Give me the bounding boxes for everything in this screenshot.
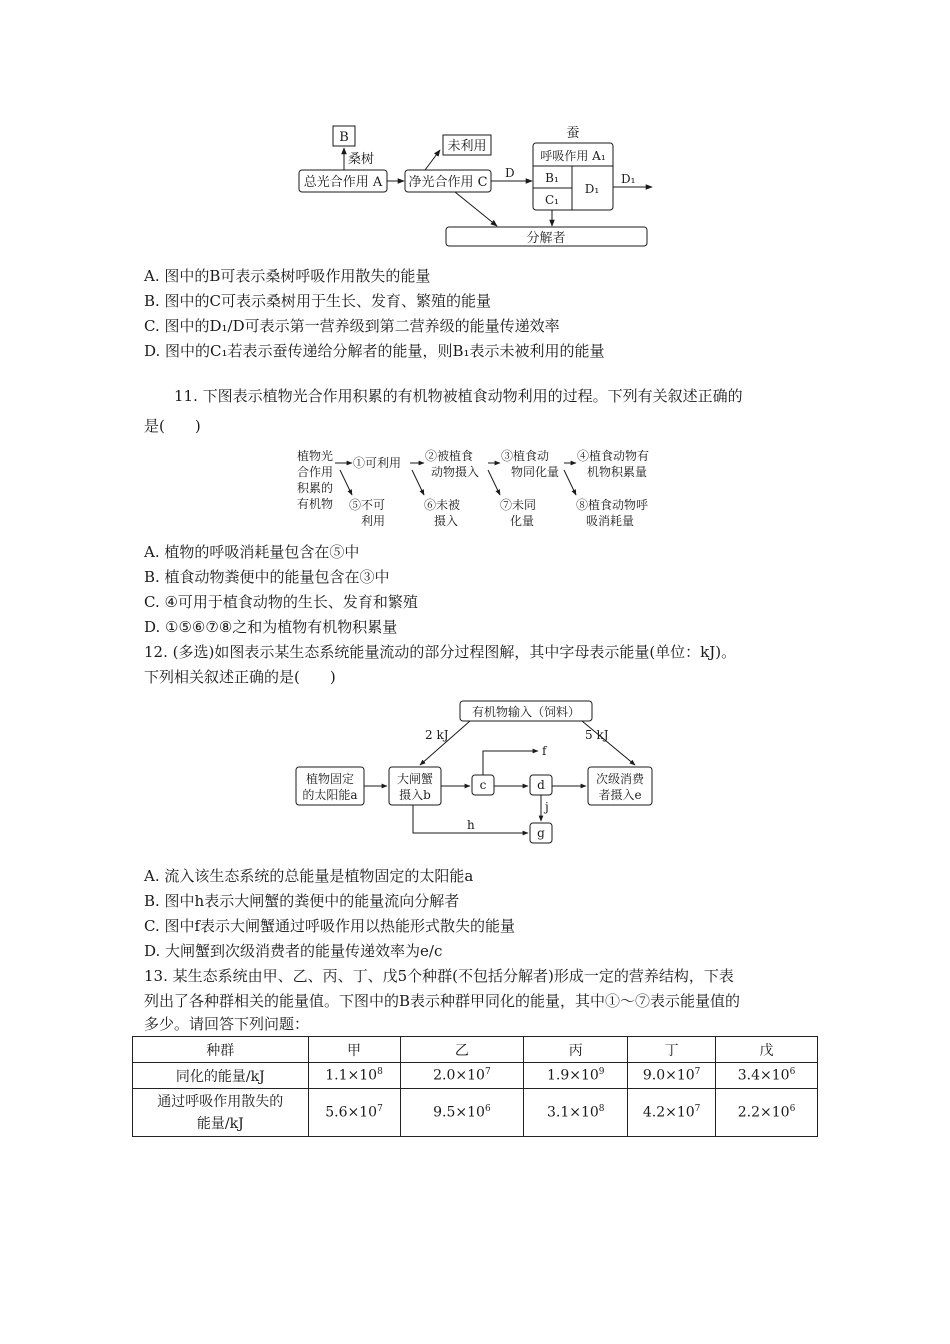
arrow-c-to-unused [425,150,440,170]
q12-option-a: A. 流入该生态系统的总能量是植物固定的太阳能a [144,867,474,885]
resp-label: 呼吸作用 A₁ [540,149,606,163]
table-cell: $3.1\times 10^8$ [524,1089,628,1137]
q12-option-c: C. 图中f表示大闸蟹通过呼吸作用以热能形式散失的能量 [144,917,516,935]
table-header-row [133,1037,818,1063]
d-label: d [537,778,545,792]
c-label: c [479,778,487,792]
j-label: j [545,800,549,814]
q11-node-1: ①可利用 [353,456,402,470]
q12-stem-line2: 下列相关叙述正确的是( ) [144,668,336,686]
left-kj: 2 kJ [425,728,449,742]
q11-node-5b: 利用 [361,514,386,528]
table-cell: $3.4\times 10^6$ [716,1063,818,1089]
table-row [133,1063,818,1089]
q12-stem-line1: 12. (多选)如图表示某生态系统能量流动的部分过程图解，其中字母表示能量(单位：kJ)。 [144,643,737,661]
q13-stem-line1: 13. 某生态系统由甲、乙、丙、丁、戊5个种群(不包括分解者)形成一定的营养结构，下表 [144,967,734,985]
energy-table [132,1036,818,1137]
q11-flow-diagram [0,445,950,535]
q11-option-c: C. ④可用于植食动物的生长、发育和繁殖 [144,593,418,611]
q11-node-4a: ④植食动物有 [577,449,650,463]
mulberry-silkworm-diagram [0,0,950,260]
q11-node-6b: 摄入 [434,514,459,528]
q11-source-1: 植物光 [297,449,334,463]
header-cell: 种群 [133,1037,309,1063]
crab-label-a: 大闸蟹 [396,772,434,786]
q10-option-a: A. 图中的B可表示桑树呼吸作用散失的能量 [144,267,431,285]
q11-node-2a: ②被植食 [425,449,474,463]
header-cell: 乙 [400,1037,524,1063]
feed-label: 有机物输入（饲料） [471,705,581,719]
q11-option-a: A. 植物的呼吸消耗量包含在⑤中 [144,543,360,561]
right-kj: 5 kJ [585,728,609,742]
q10-option-c: C. 图中的D₁/D可表示第一营养级到第二营养级的能量传递效率 [144,317,560,335]
silkworm-title: 蚕 [566,126,580,141]
table-cell: $1.1\times 10^8$ [308,1063,400,1089]
arrow-c-to-decomposer [455,192,497,226]
decomposer-label: 分解者 [526,231,566,246]
d1-label: D₁ [584,182,600,196]
q12-option-d: D. 大闸蟹到次级消费者的能量传递效率为e/c [144,942,443,960]
c1-label: C₁ [545,193,559,207]
table-cell: $9.5\times 10^6$ [400,1089,524,1137]
mulberry-label: 桑树 [348,152,375,167]
g-label: g [537,826,545,840]
q11-node-8b: 吸消耗量 [586,514,635,528]
q13-stem-line2: 列出了各种群相关的能量值。下图中的B表示种群甲同化的能量，其中①～⑦表示能量值的 [144,992,741,1010]
table-cell: $9.0\times 10^7$ [628,1063,716,1089]
q11-option-d: D. ①⑤⑥⑦⑧之和为植物有机物积累量 [144,618,398,636]
q10-option-b: B. 图中的C可表示桑树用于生长、发育、繁殖的能量 [144,292,492,310]
q11-node-6a: ⑥未被 [424,498,461,512]
table-cell: $2.2\times 10^6$ [716,1089,818,1137]
box-b-label: B [339,130,349,145]
h-label: h [467,818,475,832]
table-cell: $2.0\times 10^7$ [400,1063,524,1089]
q11-node-8a: ⑧植食动物呼 [576,498,649,512]
q11-source-4: 有机物 [297,497,334,511]
header-cell: 戊 [716,1037,818,1063]
table-cell: $1.9\times 10^9$ [524,1063,628,1089]
q11-node-5a: ⑤不可 [349,498,386,512]
q11-node-4b: 机物积累量 [587,465,648,479]
q12-option-b: B. 图中h表示大闸蟹的粪便中的能量流向分解者 [144,892,460,910]
table-row [133,1089,818,1137]
gross-label: 总光合作用 A [303,175,383,190]
q11-stem-line1: 11. 下图表示植物光合作用积累的有机物被植食动物利用的过程。下列有关叙述正确的 [174,387,743,405]
q11-node-7b: 化量 [510,514,535,528]
q11-stem-line2: 是( ) [144,417,201,435]
f-label: f [542,744,547,758]
q13-stem-line3: 多少。请回答下列问题： [144,1015,310,1033]
q12-energy-flow-diagram [0,695,950,850]
d-label: D [505,166,515,180]
unused-label: 未利用 [447,139,487,154]
table-cell: $5.6\times 10^7$ [308,1089,400,1137]
d1-out-label: D₁ [621,172,636,186]
row-label: 同化的能量/kJ [133,1063,309,1089]
row-label: 通过呼吸作用散失的 能量/kJ [133,1089,309,1137]
q10-option-d: D. 图中的C₁若表示蚕传递给分解者的能量，则B₁表示未被利用的能量 [144,342,605,360]
q11-node-3a: ③植食动 [501,449,550,463]
q11-source-2: 合作用 [297,465,334,479]
header-cell: 丙 [524,1037,628,1063]
header-cell: 甲 [308,1037,400,1063]
q11-node-3b: 物同化量 [511,465,560,479]
sec-label-a: 次级消费 [595,772,645,786]
q11-source-3: 积累的 [297,481,334,495]
q11-option-b: B. 植食动物粪便中的能量包含在③中 [144,568,390,586]
b1-label: B₁ [545,171,559,185]
plant-label-a: 植物固定 [305,772,355,786]
q11-node-2b: 动物摄入 [431,465,480,479]
plant-label-b: 的太阳能a [302,788,358,802]
sec-label-b: 者摄入e [598,788,642,802]
header-cell: 丁 [628,1037,716,1063]
table-cell: $4.2\times 10^7$ [628,1089,716,1137]
crab-label-b: 摄入b [399,788,431,802]
q11-node-7a: ⑦未同 [500,498,537,512]
net-label: 净光合作用 C [408,175,488,190]
